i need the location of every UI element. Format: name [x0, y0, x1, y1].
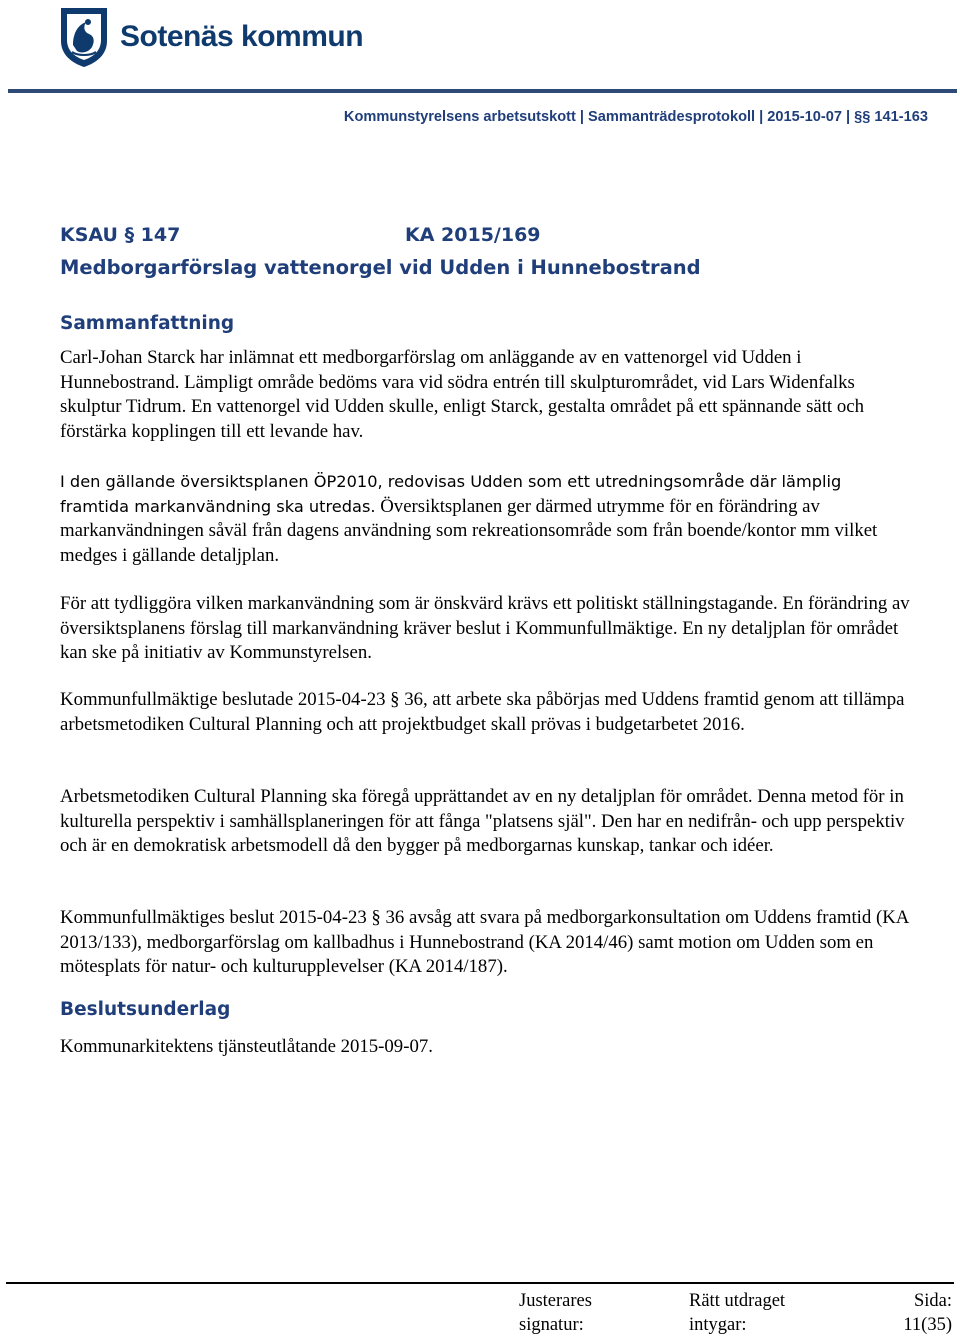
paragraph-2-sans: I den gällande översiktsplanen ÖP2010, redovisas Udden som ett utredningsområde där lämplig framtida markanvändning ska utredas.	[60, 472, 842, 516]
adjuster-signature	[519, 1289, 592, 1337]
paragraph-5: Arbetsmetodiken Cultural Planning ska föregå upprättandet av en ny detaljplan för området. Denna metod för in kulturella perspektiv i samhällsplaneringen för att fånga "platsens själ". Den har en nedifrån- och upp perspektiv och är en demokratisk arbetsmodell då den bygger på medborgarnas kunskap, tankar och idéer.	[60, 786, 905, 856]
item-reference-line	[60, 224, 920, 246]
header-rule	[8, 89, 957, 93]
municipality-logo	[58, 4, 363, 70]
paragraph-2	[60, 470, 910, 568]
paragraph-4: Kommunfullmäktige beslutade 2015-04-23 § 36, att arbete ska påbörjas med Uddens framtid genom att tillämpa arbetsmetodiken Cultural Planning och att projektbudget skall prövas i budgetarbetet 2016.	[60, 689, 905, 735]
summary-heading: Sammanfattning	[60, 313, 235, 334]
extract-label-1: Rätt utdraget	[689, 1291, 786, 1311]
page-label: Sida:	[913, 1291, 952, 1311]
adjuster-label-1: Justerares	[519, 1291, 592, 1311]
footer-rule	[6, 1282, 954, 1284]
page-number	[903, 1289, 952, 1337]
item-title: Medborgarförslag vattenorgel vid Udden i Hunnebostrand	[60, 256, 701, 279]
adjuster-label-2: signatur:	[519, 1315, 584, 1335]
extract-certified	[689, 1289, 785, 1337]
page-value: 11(35)	[903, 1315, 952, 1335]
paragraph-ref: KSAU § 147	[60, 224, 181, 246]
paragraph-3: För att tydliggöra vilken markanvändning som är önskvärd krävs ett politiskt ställningstagande. En förändring av översiktsplanens förslag till markanvändning kräver beslut i Kommunfullmäktige. En ny detaljplan för området kan ske på initiativ av Kommunstyrelsen.	[60, 593, 910, 663]
basis-heading: Beslutsunderlag	[60, 999, 231, 1020]
org-name: Sotenäs kommun	[120, 20, 364, 53]
basis-text: Kommunarkitektens tjänsteutlåtande 2015-09-07.	[60, 1036, 433, 1057]
paragraph-1: Carl-Johan Starck har inlämnat ett medborgarförslag om anläggande av en vattenorgel vid Udden i Hunnebostrand. Lämpligt område bedöms vara vid södra entrén till skulpturområdet, vid Lars Widenfalks skulptur Tidrum. En vattenorgel vid Udden skulle, enligt Starck, gestalta området på ett spännande sätt och förstärka kopplingen till ett levande hav.	[60, 347, 864, 442]
paragraph-6: Kommunfullmäktiges beslut 2015-04-23 § 36 avsåg att svara på medborgarkonsultation om Uddens framtid (KA 2013/133), medborgarförslag om kallbadhus i Hunnebostrand (KA 2014/46) samt motion om Udden som en mötesplats för natur- och kulturupplevelser (KA 2014/187).	[60, 907, 909, 977]
running-header: Kommunstyrelsens arbetsutskott | Sammanträdesprotokoll | 2015-10-07 | §§ 141-163	[343, 109, 928, 125]
municipal-crest-icon	[58, 5, 110, 69]
extract-label-2: intygar:	[689, 1315, 747, 1335]
case-ref: KA 2015/169	[405, 224, 541, 246]
paragraph-2-serif: Översiktsplanen ger därmed utrymme för en förändring av markanvändningen såväl från dagens användning som rekreationsområde som från boende/kontor mm vilket medges i gällande detaljplan.	[60, 495, 878, 566]
